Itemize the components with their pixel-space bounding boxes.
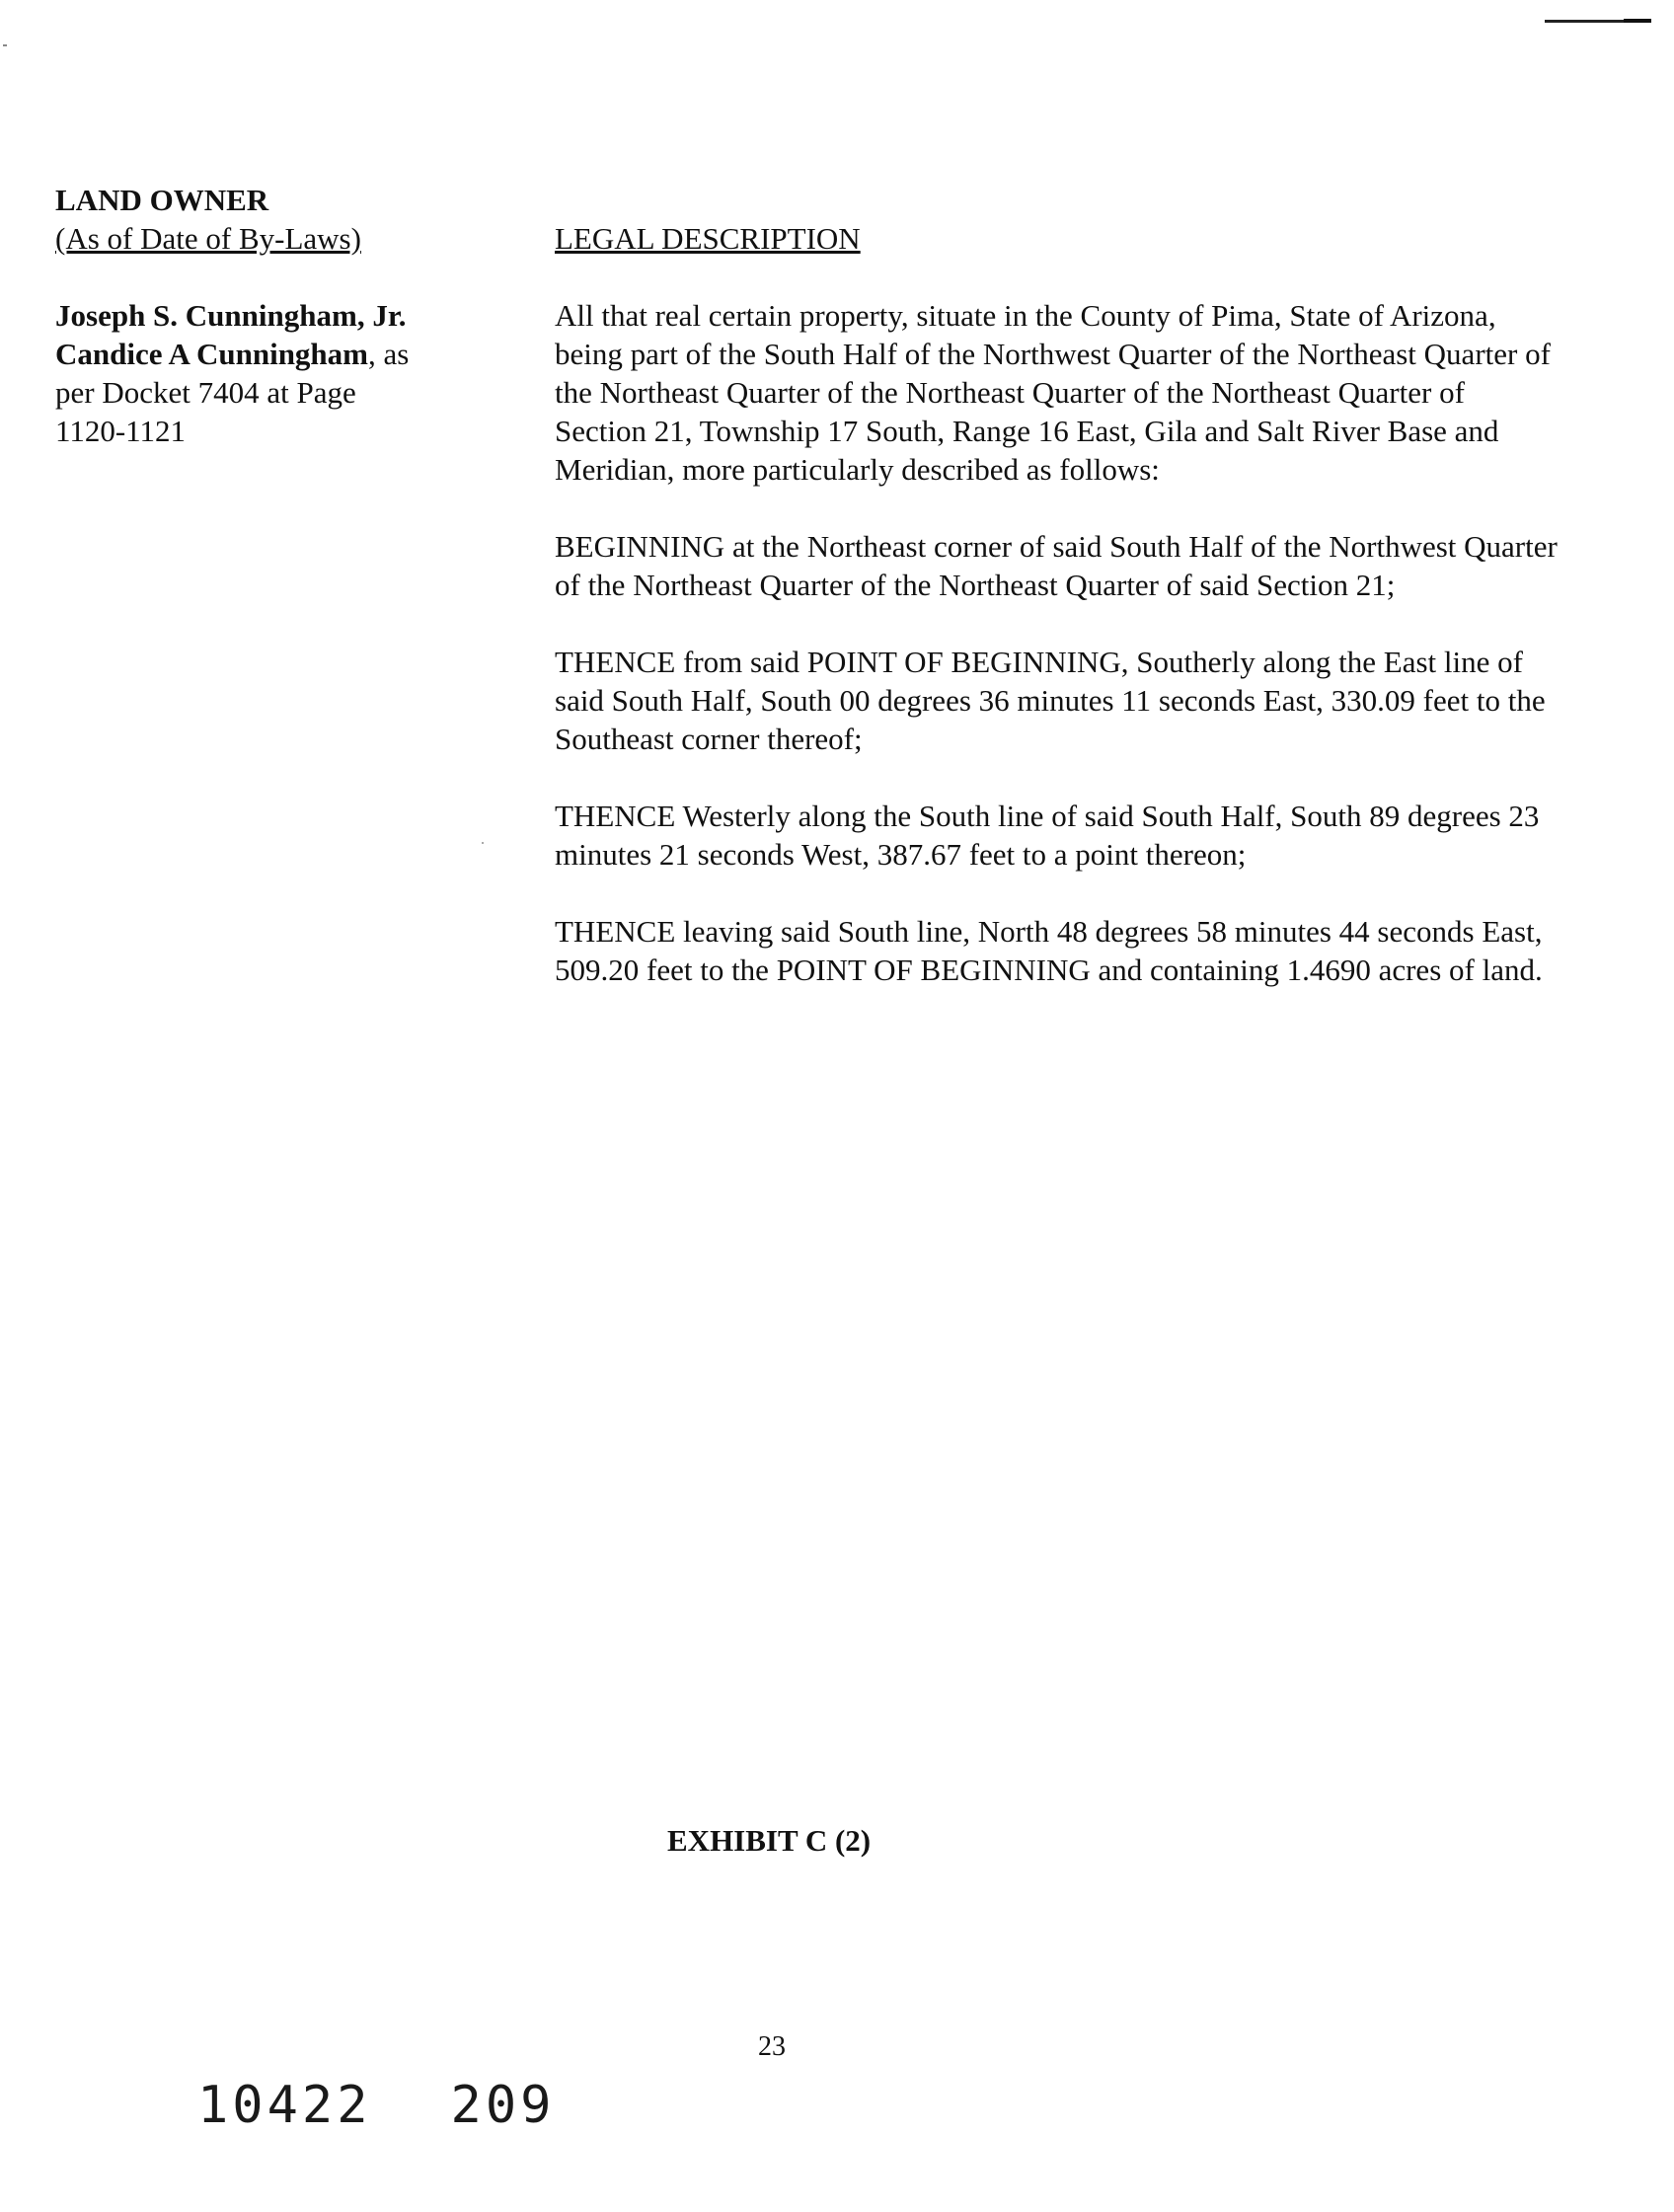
scan-artifact [482,842,484,844]
owner-name-line-2 [55,335,490,373]
exhibit-label: EXHIBIT C (2) [667,1823,872,1858]
top-rule-line-end [1624,19,1651,23]
recording-stamp [197,2076,555,2135]
land-owner-heading: LAND OWNER [55,183,269,217]
land-owner-column [55,181,490,450]
legal-paragraph-thence-west: THENCE Westerly along the South line of said South Half, South 89 degrees 23 minutes 21 seconds West, 387.67 feet to a point thereon; [555,799,1540,872]
legal-description-heading: LEGAL DESCRIPTION [555,221,861,256]
scan-artifact [3,44,7,46]
docket-reference-line-2: 1120-1121 [55,414,187,448]
legal-paragraph-intro: All that real certain property, situate in the County of Pima, State of Arizona, being part of the South Half of the Northwest Quarter of the Northeast Quarter of the Northeast Quarter of the Northeast Quarter of the Northeast Quarter of Section 21, Township 17 South, Range 16 East, Gila and Salt River Base and Meridian, more particularly described as follows: [555,298,1551,487]
docket-reference-line-1: per Docket 7404 at Page [55,375,356,410]
legal-paragraph-beginning: BEGINNING at the Northeast corner of said South Half of the Northwest Quarter of the Northeast Quarter of the Northeast Quarter of said Section 21; [555,529,1558,602]
owner-name-2: Candice A Cunningham [55,337,368,371]
legal-description-column [555,219,1561,989]
recording-page-number: 209 [450,2076,556,2135]
owner-name-line-1 [55,296,490,335]
recording-docket-number: 10422 [197,2076,372,2135]
legal-paragraph-thence-south: THENCE from said POINT OF BEGINNING, Southerly along the East line of said South Half, South 00 degrees 36 minutes 11 seconds East, 330.09 feet to the Southeast corner thereof; [555,645,1546,756]
legal-paragraph-thence-northeast: THENCE leaving said South line, North 48 degrees 58 minutes 44 seconds East, 509.20 feet to the POINT OF BEGINNING and containing 1.4690 acres of land. [555,914,1543,987]
land-owner-subheading: (As of Date of By-Laws) [55,221,361,256]
owner-name-2-suffix: , as [368,337,410,371]
land-owner-names [55,296,490,450]
page-number: 23 [758,2031,786,2062]
owner-name-1: Joseph S. Cunningham, Jr. [55,298,407,333]
